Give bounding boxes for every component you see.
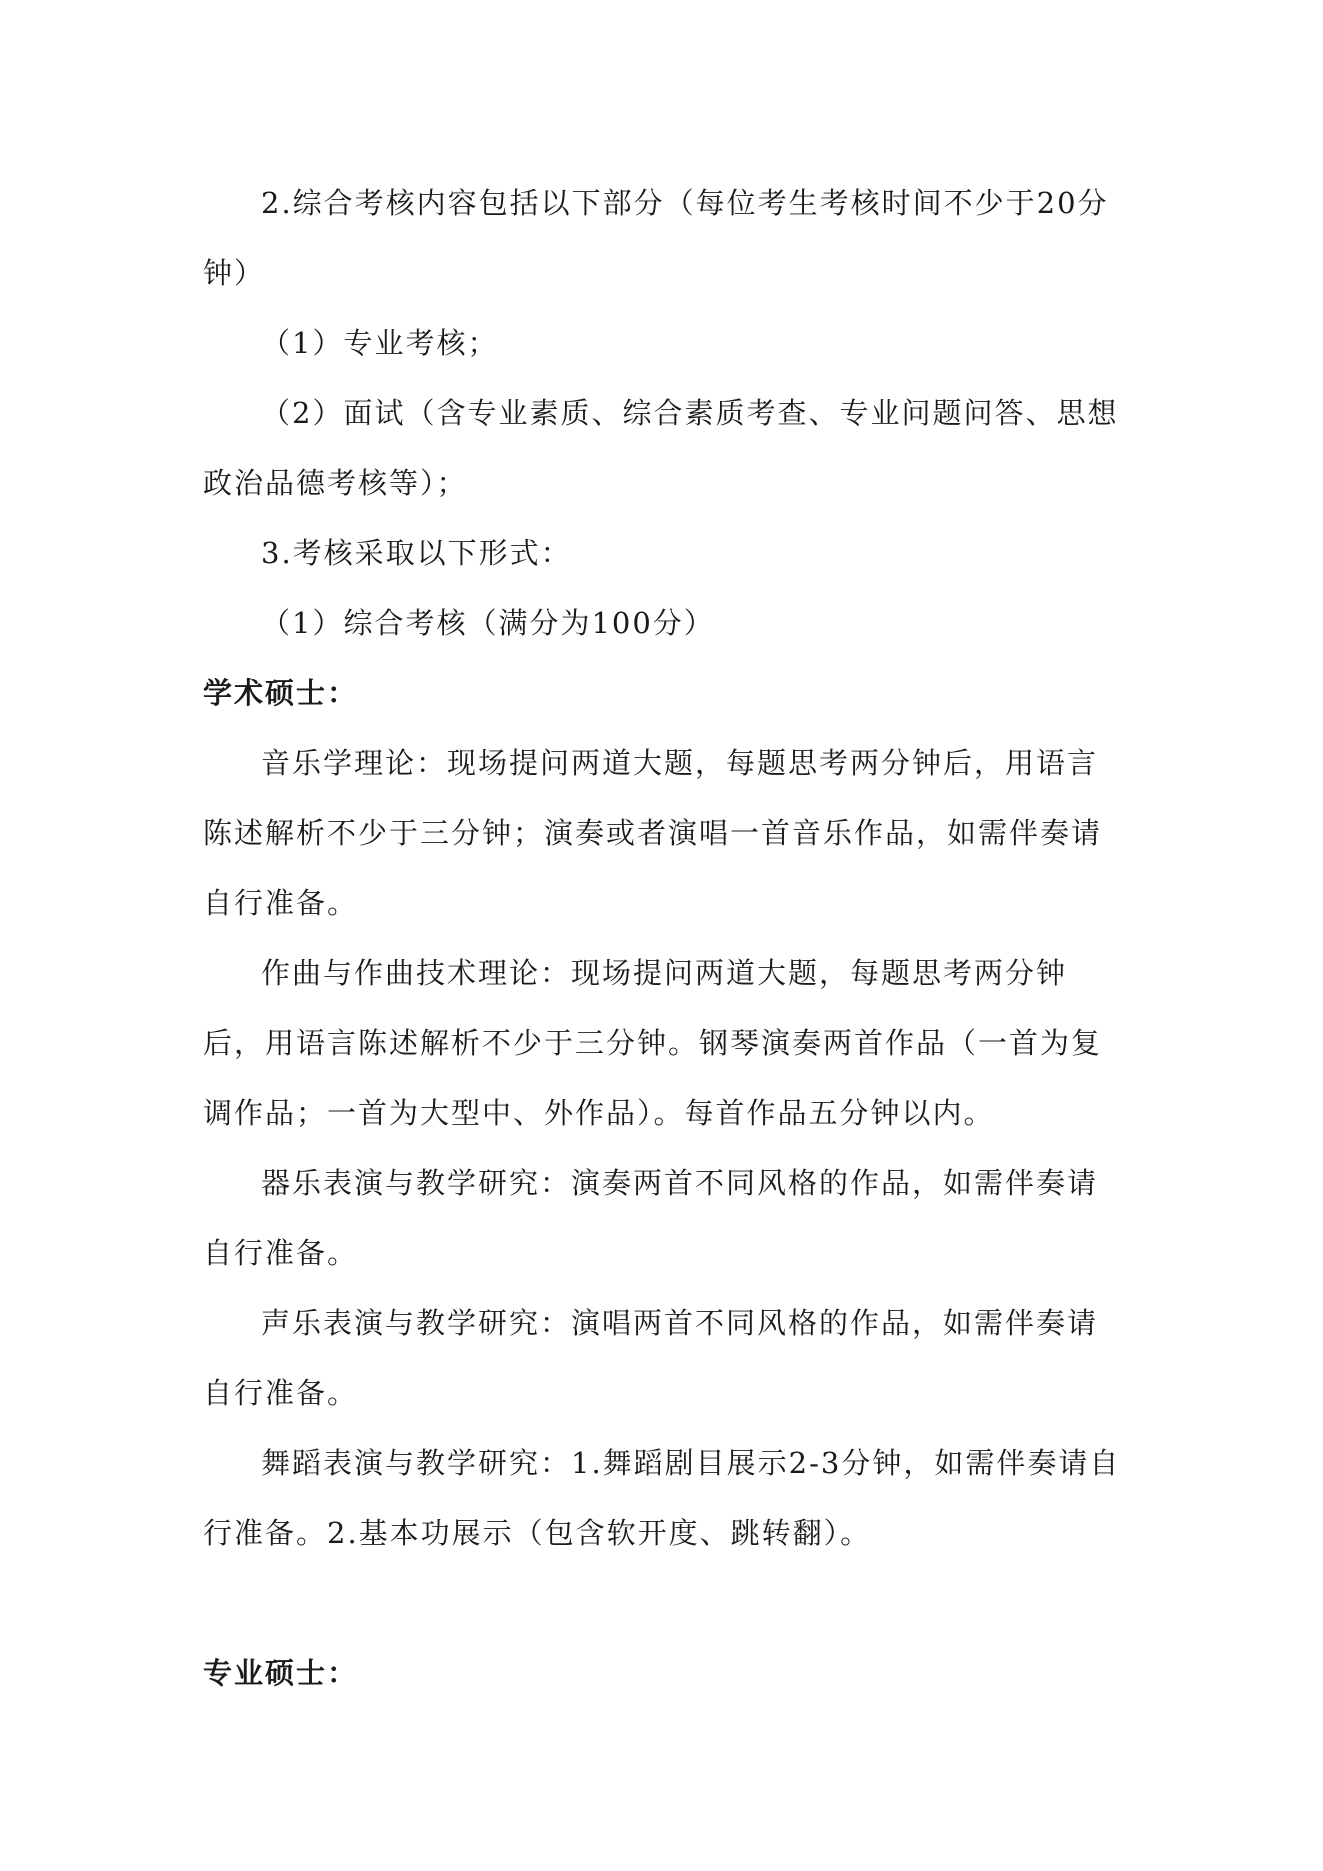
spacer: [203, 1568, 1123, 1638]
paragraph-professional-assessment: （1）专业考核；: [261, 326, 499, 360]
paragraph-composition: 作曲与作曲技术理论：现场提问两道大题，每题思考两分钟后，用语言陈述解析不少于三分钟。钢琴演奏两首作品（一首为复调作品；一首为大型中、外作品）。每首作品五分钟以内。: [203, 956, 1103, 1130]
paragraph-musicology: 音乐学理论：现场提问两道大题，每题思考两分钟后，用语言陈述解析不少于三分钟；演奏或者演唱一首音乐作品，如需伴奏请自行准备。: [203, 746, 1103, 920]
heading-professional-master: 专业硕士：: [203, 1656, 359, 1690]
paragraph-assessment-content: 2.综合考核内容包括以下部分（每位考生考核时间不少于20分钟）: [203, 186, 1109, 290]
paragraph-vocal: 声乐表演与教学研究：演唱两首不同风格的作品，如需伴奏请自行准备。: [203, 1306, 1099, 1410]
paragraph-instrumental: 器乐表演与教学研究：演奏两首不同风格的作品，如需伴奏请自行准备。: [203, 1166, 1099, 1270]
paragraph-assessment-form: 3.考核采取以下形式：: [261, 536, 572, 570]
document-body: [203, 168, 1123, 1708]
paragraph-dance: 舞蹈表演与教学研究：1.舞蹈剧目展示2-3分钟，如需伴奏请自行准备。2.基本功展示（包含软开度、跳转翻）。: [203, 1446, 1121, 1550]
heading-academic-master: 学术硕士：: [203, 676, 359, 710]
paragraph-interview: （2）面试（含专业素质、综合素质考查、专业问题问答、思想政治品德考核等）；: [203, 396, 1119, 500]
paragraph-comprehensive-score: （1）综合考核（满分为100分）: [261, 606, 715, 640]
